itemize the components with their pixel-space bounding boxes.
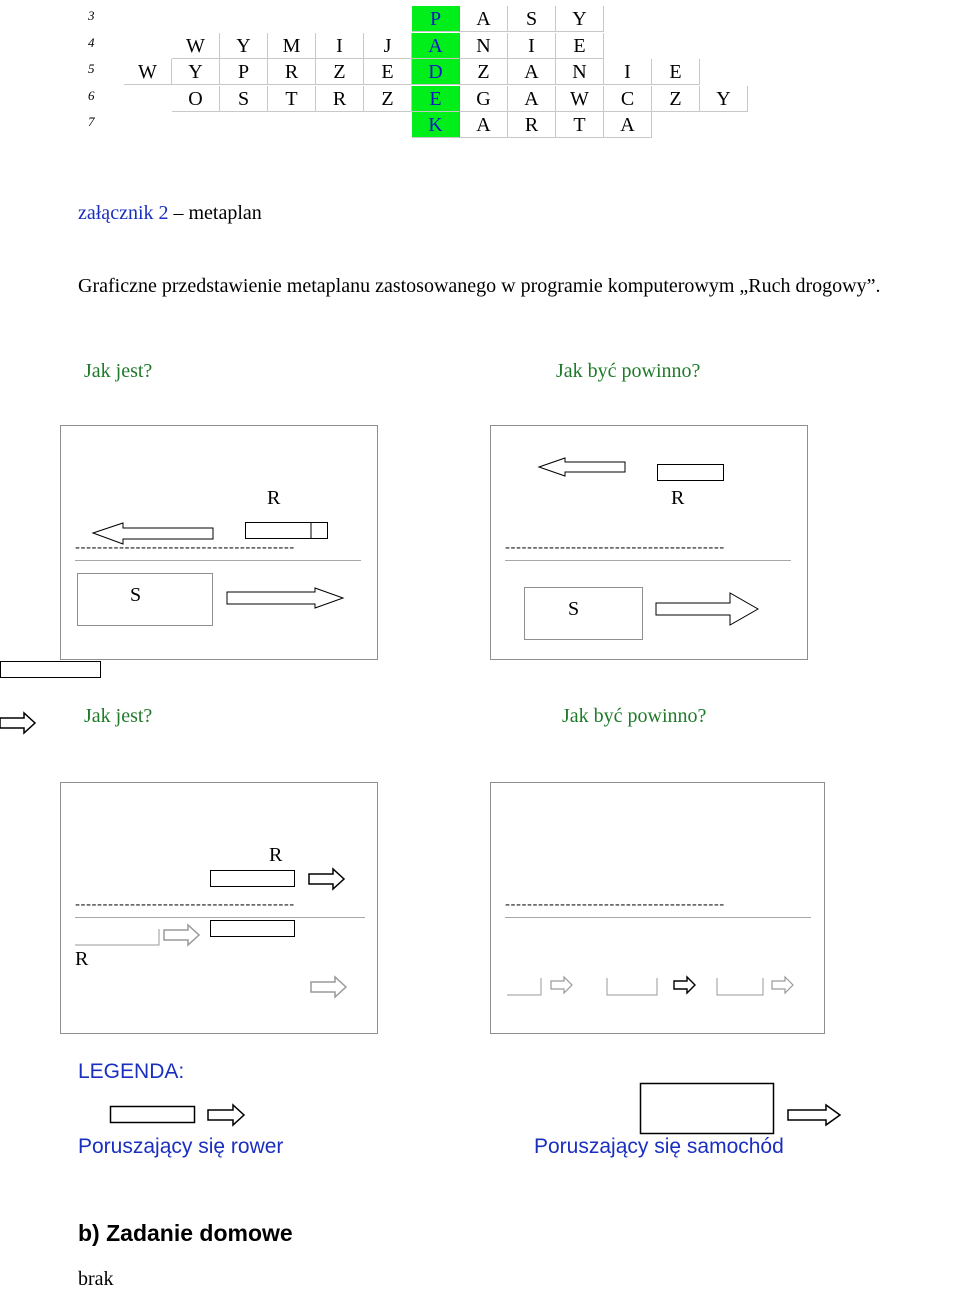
- arrow-right-icon: [0, 713, 36, 733]
- bike-icon: [210, 920, 296, 938]
- crossword-key-cell: K: [412, 112, 460, 138]
- arrow-right-ghost-icon: [551, 977, 573, 993]
- crossword-cell: E: [364, 59, 412, 85]
- crossword-cell: R: [508, 112, 556, 138]
- crossword-cell: S: [508, 6, 556, 32]
- crossword-cell: I: [604, 59, 652, 85]
- bike-label-r-2: R: [75, 948, 89, 970]
- road-dash: ----------------------------------------: [75, 539, 295, 556]
- bike-ghost-icon: [607, 976, 659, 996]
- legend-title: LEGENDA:: [78, 1060, 185, 1083]
- crossword-key-cell: A: [412, 33, 460, 59]
- crossword-row-number: 7: [88, 114, 95, 129]
- car-label-s: S: [130, 584, 142, 606]
- crossword-cell: A: [604, 112, 652, 138]
- arrow-right-icon: [674, 977, 696, 993]
- crossword-cell: E: [556, 33, 604, 59]
- bike-ghost-icon: [75, 923, 161, 947]
- crossword-key-cell: E: [412, 86, 460, 112]
- road-line: [75, 560, 361, 561]
- attachment-heading: [78, 202, 262, 225]
- panel-should-2: [490, 782, 825, 1034]
- road-line: [505, 560, 791, 561]
- panel-current-2: [60, 782, 378, 1034]
- crossword-cell: W: [172, 33, 220, 59]
- car-box: [524, 587, 643, 640]
- attachment-title: metaplan: [188, 202, 262, 224]
- car-label-s: S: [568, 598, 580, 620]
- crossword-row-number: 6: [88, 87, 95, 103]
- arrow-right-icon: [227, 588, 345, 608]
- crossword-cell: Y: [220, 33, 268, 59]
- crossword-cell: C: [604, 86, 652, 112]
- arrow-right-icon: [656, 592, 760, 626]
- crossword-cell: Y: [700, 86, 748, 112]
- crossword-cell: R: [316, 86, 364, 112]
- arrow-left-icon: [539, 458, 627, 476]
- legend-bike-label: Poruszający się rower: [78, 1135, 284, 1158]
- crossword-cell: N: [460, 33, 508, 59]
- crossword-cell: I: [508, 33, 556, 59]
- arrow-right-icon: [309, 869, 345, 889]
- crossword-cell: S: [220, 86, 268, 112]
- crossword-cell: G: [460, 86, 508, 112]
- bike-label-r: R: [267, 487, 281, 509]
- crossword-cell: O: [172, 86, 220, 112]
- panel-current-1: [60, 425, 378, 660]
- panel-should-1: [490, 425, 808, 660]
- crossword-cell: T: [268, 86, 316, 112]
- road-dash: ----------------------------------------: [75, 896, 295, 913]
- crossword-cell: A: [508, 59, 556, 85]
- arrow-right-ghost-icon: [772, 977, 794, 993]
- crossword-cell: Z: [460, 59, 508, 85]
- crossword-cell: A: [460, 112, 508, 138]
- crossword-row-number: 4: [88, 34, 95, 50]
- crossword-cell: A: [460, 6, 508, 32]
- section2-right-heading: Jak być powinno?: [562, 705, 707, 727]
- crossword-cell: J: [364, 33, 412, 59]
- legend-bike-arrow-icon: [208, 1104, 246, 1126]
- bike-label-r: R: [269, 844, 283, 866]
- attachment-dash: –: [173, 202, 184, 224]
- crossword-row-number: 3: [88, 8, 95, 23]
- crossword-cell: M: [268, 33, 316, 59]
- crossword-cell: I: [316, 33, 364, 59]
- legend-car-arrow-icon: [788, 1104, 842, 1126]
- legend-car-label: Poruszający się samochód: [534, 1135, 784, 1158]
- crossword-cell: A: [508, 86, 556, 112]
- crossword-cell: E: [652, 59, 700, 85]
- section1-left-heading: Jak jest?: [84, 360, 153, 382]
- crossword-cell: W: [556, 86, 604, 112]
- attachment-label: załącznik 2: [78, 202, 169, 224]
- road-dash: ----------------------------------------: [505, 539, 725, 556]
- legend-car-icon: [640, 1083, 775, 1135]
- description: Graficzne przedstawienie metaplanu zastosowanego w programie komputerowym „Ruch drogowy”.: [78, 275, 881, 297]
- crossword-cell: P: [220, 59, 268, 85]
- car-box: [77, 573, 213, 626]
- bike-icon: [210, 870, 296, 888]
- bike-ghost-icon: [717, 976, 765, 996]
- crossword-cell: Y: [556, 6, 604, 32]
- legend-bike-icon: [110, 1106, 196, 1124]
- crossword-cell: T: [556, 112, 604, 138]
- crossword-row-number: 5: [88, 61, 95, 76]
- crossword-cell: Z: [316, 59, 364, 85]
- section1-right-heading: Jak być powinno?: [556, 360, 701, 382]
- bike-label-r: R: [671, 487, 685, 509]
- homework-title: b) Zadanie domowe: [78, 1220, 293, 1246]
- crossword-key-cell: P: [412, 6, 460, 32]
- arrow-right-ghost-icon: [311, 977, 347, 997]
- crossword-cell: Z: [652, 86, 700, 112]
- road-line: [505, 917, 811, 918]
- crossword-cell: Y: [172, 59, 220, 85]
- crossword-key-cell: D: [412, 59, 460, 85]
- bike-icon: [245, 522, 329, 540]
- crossword-cell: W: [124, 59, 172, 85]
- section2-left-heading: Jak jest?: [84, 705, 153, 727]
- bike-icon: [0, 661, 102, 679]
- crossword-cell: Z: [364, 86, 412, 112]
- crossword-cell: N: [556, 59, 604, 85]
- bike-ghost-icon: [507, 976, 543, 996]
- crossword-cell: R: [268, 59, 316, 85]
- road-dash: ----------------------------------------: [505, 896, 725, 913]
- road-line: [75, 917, 365, 918]
- bike-icon: [657, 464, 725, 482]
- arrow-right-ghost-icon: [164, 925, 200, 945]
- homework-body: brak: [78, 1268, 114, 1290]
